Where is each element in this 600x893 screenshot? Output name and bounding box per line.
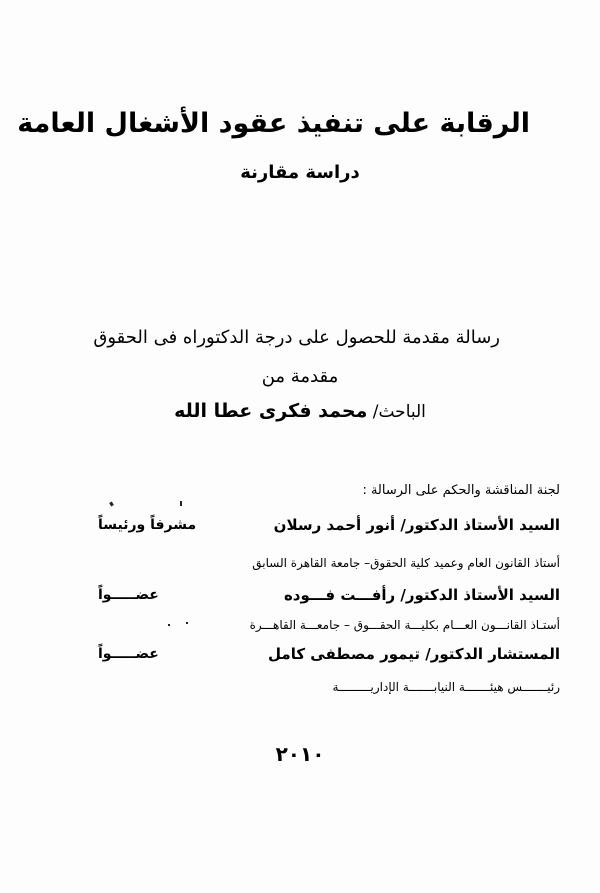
committee-member-role: عضـــــواً [98, 587, 159, 603]
document-subtitle: دراسة مقارنة [240, 162, 360, 183]
scan-speck [168, 624, 170, 626]
committee-member-name: السيد الأستاذ الدكتور/ رأفـــت فـــوده [283, 586, 560, 604]
presented-by-label: مقدمة من [261, 366, 339, 387]
scan-speck [109, 502, 114, 507]
committee-member-role: مشرفاً ورئيساً [98, 517, 197, 533]
document-title: الرقابة على تنفيذ عقود الأشغال العامة [17, 108, 530, 139]
committee-member-description: أستـاذ القانـــون العـــام بكليـــة الحقـــوق – جامعـــة القاهـــرة [249, 618, 560, 632]
researcher-name: محمد فكرى عطا الله [174, 400, 368, 422]
scan-speck [180, 501, 182, 506]
committee-member-name: المستشار الدكتور/ تيمور مصطفى كامل [268, 645, 560, 663]
document-year: ٢٠١٠ [275, 742, 325, 766]
thesis-purpose: رسالة مقدمة للحصول على درجة الدكتوراه فى الحقوق [93, 327, 500, 348]
committee-heading: لجنة المناقشة والحكم على الرسالة : [362, 483, 560, 498]
researcher-line [150, 400, 450, 422]
committee-member-description: أستاذ القانون العام وعميد كلية الحقوق– جامعة القاهرة السابق [252, 556, 560, 570]
committee-member-description: رئيـــــــس هيئـــــــة النيابـــــــة الإداريـــــــــة [332, 680, 560, 694]
committee-member-name: السيد الأستاذ الدكتور/ أنور أحمد رسلان [273, 516, 560, 534]
researcher-label: الباحث/ [372, 402, 426, 422]
committee-member-role: عضـــــواً [98, 646, 159, 662]
scan-speck [186, 622, 188, 624]
